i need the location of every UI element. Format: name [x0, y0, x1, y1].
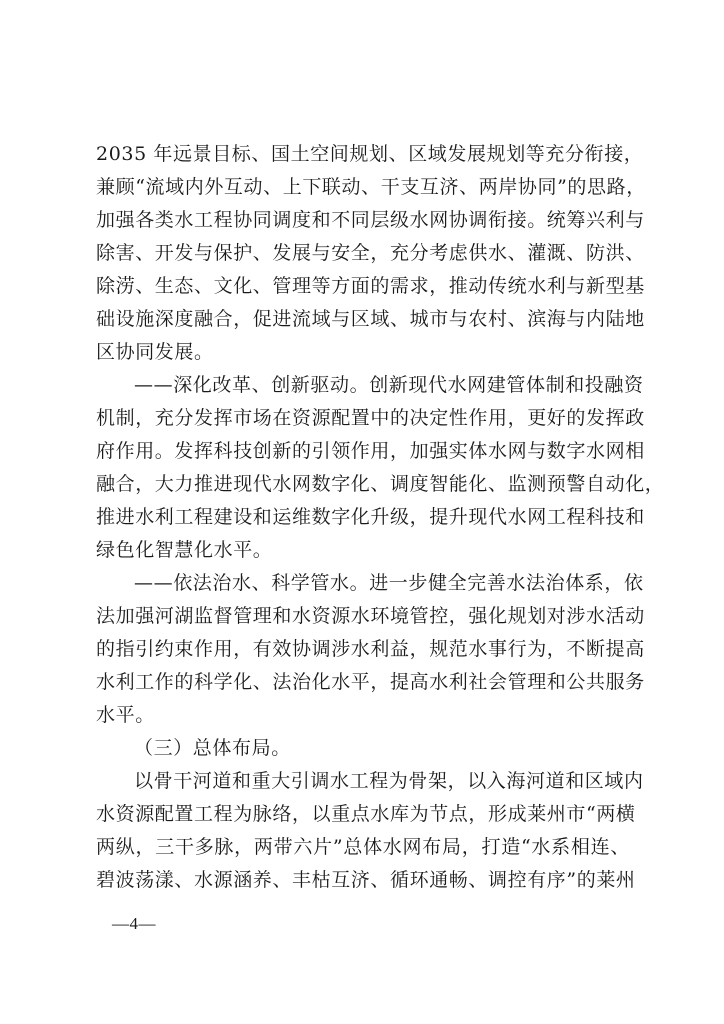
paragraph-2-line-3: 府作用。发挥科技创新的引领作用，加强实体水网与数字水网相 [96, 440, 645, 462]
paragraph-2-line-5: 推进水利工程建设和运维数字化升级，提升现代水网工程科技和 [96, 506, 645, 528]
paragraph-4-line-4: 碧波荡漾、水源涵养、丰枯互济、循环通畅、调控有序”的莱州 [96, 869, 636, 891]
paragraph-3-line-3: 的指引约束作用，有效协调涉水利益，规范水事行为，不断提高 [96, 638, 645, 660]
section-heading: （三）总体布局。 [134, 737, 291, 759]
paragraph-3-line-1: ——依法治水、科学管水。进一步健全完善水法治体系，依 [134, 572, 644, 594]
paragraph-1-line-6: 础设施深度融合，促进流域与区域、城市与农村、滨海与内陆地 [96, 308, 645, 330]
paragraph-1-line-7: 区协同发展。 [96, 341, 214, 363]
paragraph-3-line-5: 水平。 [96, 704, 155, 726]
paragraph-4-line-3: 两纵，三干多脉，两带六片”总体水网布局，打造“水系相连、 [96, 836, 630, 858]
paragraph-2-line-1: ——深化改革、创新驱动。创新现代水网建管体制和投融资 [134, 374, 644, 396]
paragraph-1-line-2: 兼顾“流域内外互动、上下联动、干支互济、两岸协同”的思路， [96, 176, 646, 198]
page-number: —4— [112, 914, 156, 933]
paragraph-3-line-4: 水利工作的科学化、法治化水平，提高水利社会管理和公共服务 [96, 671, 645, 693]
paragraph-4-line-1: 以骨干河道和重大引调水工程为骨架，以入海河道和区域内 [134, 770, 644, 792]
paragraph-3-line-2: 法加强河湖监督管理和水资源水环境管控，强化规划对涉水活动 [96, 605, 645, 627]
paragraph-1-line-3: 加强各类水工程协同调度和不同层级水网协调衔接。统筹兴利与 [96, 209, 645, 231]
paragraph-1-line-4: 除害、开发与保护、发展与安全，充分考虑供水、灌溉、防洪、 [96, 242, 645, 264]
paragraph-2-line-2: 机制，充分发挥市场在资源配置中的决定性作用，更好的发挥政 [96, 407, 645, 429]
paragraph-1-line-5: 除涝、生态、文化、管理等方面的需求，推动传统水利与新型基 [96, 275, 645, 297]
paragraph-2-line-6: 绿色化智慧化水平。 [96, 539, 273, 561]
paragraph-2-line-4: 融合，大力推进现代水网数字化、调度智能化、监测预警自动化， [96, 473, 665, 495]
paragraph-4-line-2: 水资源配置工程为脉络，以重点水库为节点，形成莱州市“两横 [96, 803, 636, 825]
paragraph-1-line-1: 2035 年远景目标、国土空间规划、区域发展规划等充分衔接， [96, 143, 644, 165]
